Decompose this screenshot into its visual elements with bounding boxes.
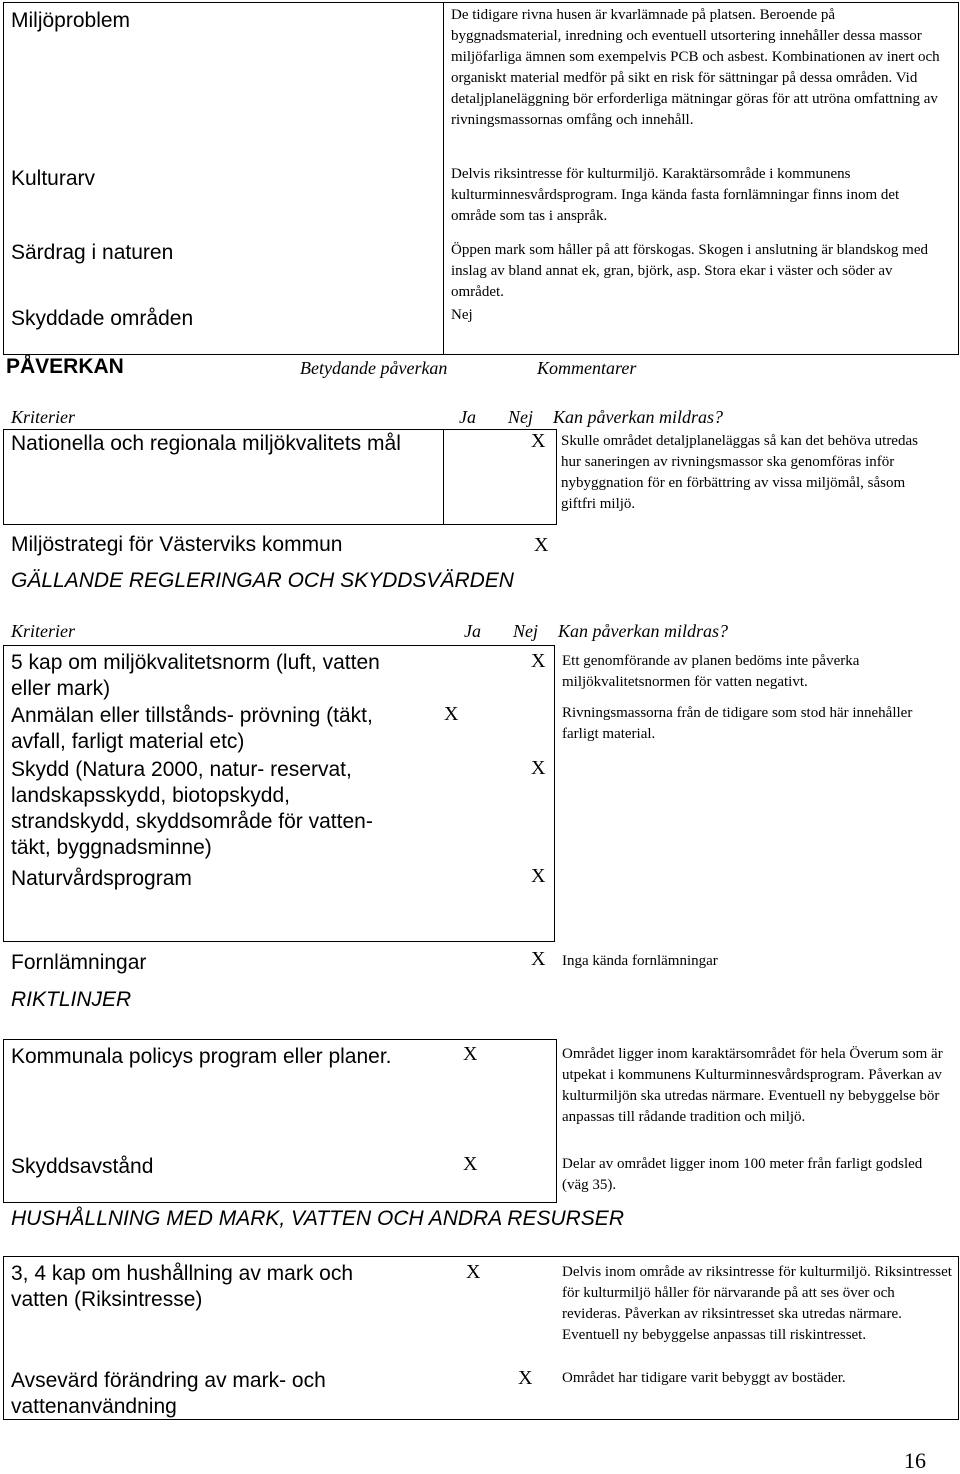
comment-policys: Området ligger inom karaktärsområdet för hela Överum som är utpekat i kommunens Kulturminnesvårdsprogram. Påverkan av kulturmiljön ska utredas närmare. Eventuell ny bebyggelse bör anpassas till rådande tradition och miljö. <box>562 1046 943 1125</box>
mark-ja-skyddsavstand: X <box>463 1153 478 1175</box>
comment-riksintresse: Delvis inom område av riksintresse för kulturmiljö. Riksintresset för kulturmiljö håller för närvarande på att ses över och revideras. Påverkan av riksintresset ska utredas närmare. Eventuell ny bebyggelse anpassas till riskintresset. <box>562 1264 952 1343</box>
row-label-skyddsavstand: Skyddsavstånd <box>11 1155 154 1178</box>
section-title-hushallning: HUSHÅLLNING MED MARK, VATTEN OCH ANDRA RESURSER <box>11 1207 624 1230</box>
kommentarer-header: Kommentarer <box>537 358 637 378</box>
comment-skyddsavstand: Delar av området ligger inom 100 meter från farligt godsled (väg 35). <box>562 1156 923 1193</box>
mark-nej-naturvard: X <box>531 865 546 887</box>
row-label-markanvandning: Avsevärd förändring av mark- och vattenanvändning <box>11 1369 326 1418</box>
row-text-sardrag: Öppen mark som håller på att förskogas. Skogen i anslutning är blandskog med inslag av bland annat ek, gran, björk, asp. Stora ekar i väster och söder av området. <box>451 242 928 300</box>
row-label-sardrag: Särdrag i naturen <box>11 241 174 264</box>
mark-ja-riksintresse: X <box>466 1261 481 1283</box>
page-number: 16 <box>904 1448 926 1473</box>
col-nej-2: Nej <box>513 621 538 641</box>
col-ja: Ja <box>459 407 476 427</box>
mark-nej-markanvandning: X <box>518 1367 533 1389</box>
section-title-reglering: GÄLLANDE REGLERINGAR OCH SKYDDSVÄRDEN <box>11 569 514 592</box>
row-label-kulturarv: Kulturarv <box>11 167 96 190</box>
row-label-naturvard: Naturvårdsprogram <box>11 867 192 890</box>
mark-nej-fornlamningar: X <box>531 948 546 970</box>
section-title-riktlinjer: RIKTLINJER <box>11 988 132 1011</box>
row-text-kulturarv: Delvis riksintresse för kulturmiljö. Karaktärsområde i kommunens kulturminnesvårdsprogram. Inga kända fasta fornlämningar finns inom det område som tas i anspråk. <box>451 166 900 224</box>
mark-ja-tillstand: X <box>444 703 459 725</box>
comment-markanvandning: Området har tidigare varit bebyggt av bostäder. <box>562 1370 846 1386</box>
col-kriterier: Kriterier <box>11 407 76 427</box>
mark-nej-mkn: X <box>531 650 546 672</box>
mark-nej-skydd: X <box>531 757 546 779</box>
comment-miljomal: Skulle området detaljplaneläggas så kan det behöva utredas hur saneringen av rivningsmassor ska genomföras inför nybyggnation för en förbättring av vissa miljömål, såsom giftfri miljö. <box>561 433 918 512</box>
comment-fornlamningar: Inga kända fornlämningar <box>562 953 718 969</box>
betydande-paverkan-header: Betydande påverkan <box>300 358 448 378</box>
mark-ja-policys: X <box>463 1043 478 1065</box>
comment-tillstand: Rivningsmassorna från de tidigare som stod här innehåller farligt material. <box>562 705 913 742</box>
col-mildras-2: Kan påverkan mildras? <box>558 621 728 641</box>
row-label-miljostrategi: Miljöstrategi för Västerviks kommun <box>11 533 343 556</box>
col-kriterier-2: Kriterier <box>11 621 76 641</box>
row-label-tillstand: Anmälan eller tillstånds- prövning (täkt, avfall, farligt material etc) <box>11 704 373 753</box>
col-nej: Nej <box>508 407 533 427</box>
row-label-mkn: 5 kap om miljökvalitetsnorm (luft, vatten eller mark) <box>11 651 380 700</box>
row-text-miljoproblem: De tidigare rivna husen är kvarlämnade på platsen. Beroende på byggnadsmaterial, inredning och eventuell utsortering innehåller dessa massor miljöfarliga ämnen som exempelvis PCB och asbest. Kombinationen av inert och organiskt material medför på sikt en risk för sättningar på dessa områden. Vid detaljplaneläggning bör erforderliga mätningar göras för att utröna omfattning av rivningsmassornas omfång och innehåll. <box>451 7 940 128</box>
comment-mkn: Ett genomförande av planen bedöms inte påverka miljökvalitetsnormen för vatten negativt. <box>562 653 860 690</box>
row-label-riksintresse: 3, 4 kap om hushållning av mark och vatten (Riksintresse) <box>11 1262 354 1311</box>
row-label-skyddade: Skyddade områden <box>11 307 194 330</box>
mark-nej-miljostrategi: X <box>534 534 549 556</box>
row-label-skydd: Skydd (Natura 2000, natur- reservat, landskapsskydd, biotopskydd, strandskydd, skyddsområde för vatten- täkt, byggnadsminne) <box>11 758 373 859</box>
row-text-skyddade: Nej <box>451 307 473 323</box>
mark-nej-miljomal: X <box>531 430 546 452</box>
row-label-policys: Kommunala policys program eller planer. <box>11 1045 392 1068</box>
paverkan-title: PÅVERKAN <box>6 355 124 378</box>
col-ja-2: Ja <box>464 621 481 641</box>
row-label-miljomal: Nationella och regionala miljökvalitets mål <box>11 432 401 455</box>
col-mildras: Kan påverkan mildras? <box>553 407 723 427</box>
row-label-fornlamningar: Fornlämningar <box>11 951 147 974</box>
row-label-miljoproblem: Miljöproblem <box>11 9 131 32</box>
